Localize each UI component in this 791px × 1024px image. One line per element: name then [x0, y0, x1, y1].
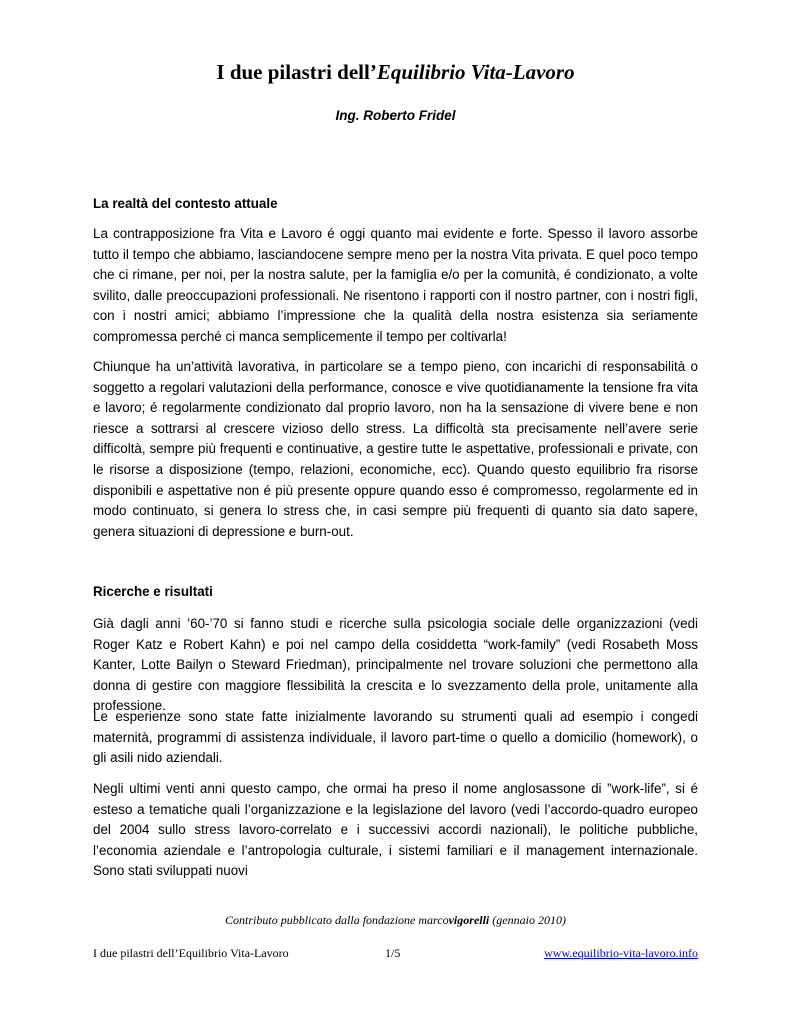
title-prefix: I due pilastri dell’	[216, 60, 377, 84]
paragraph: Chiunque ha un’attività lavorativa, in particolare se a tempo pieno, con incarichi di responsabilità o soggetto a regolari valutazioni della performance, conosce e vive quotidianamente la tensione fra vita e lavoro; é regolarmente condizionato dal proprio lavoro, non ha la sensazione di vivere bene e non riesce a sottrarsi al crescere vizioso dello stress. La difficoltà sta precisamente nell’avere serie difficoltà, sempre più frequenti e continuative, a gestire tutte le aspettative, professionali e private, con le risorse a disposizione (tempo, relazioni, economiche, ecc). Quando questo equilibrio fra risorse disponibili e aspettative non é più presente oppure quando esso é compromesso, regolarmente ed in modo continuato, si genera lo stress che, in casi sempre più frequenti di quanto sia dato sapere, genera situazioni di depressione e burn-out.	[93, 359, 698, 539]
section-2-paragraph-1	[93, 614, 698, 717]
section-heading: La realtà del contesto attuale	[93, 196, 278, 211]
section-heading: Ricerche e risultati	[93, 584, 213, 599]
author-name: Ing. Roberto Fridel	[335, 108, 456, 123]
note-prefix: Contributo pubblicato dalla fondazione marco	[225, 913, 449, 927]
section-1-paragraph-2	[93, 357, 698, 542]
note-suffix: (gennaio 2010)	[489, 913, 566, 927]
paragraph: La contrapposizione fra Vita e Lavoro é oggi quanto mai evidente e forte. Spesso il lavoro assorbe tutto il tempo che abbiamo, lasciandocene sempre meno per la nostra Vita privata. E quel poco tempo che ci rimane, per noi, per la nostra salute, per la famiglia e/o per la comunità, é condizionato, a volte svilito, dalle preoccupazioni professionali. Ne risentono i rapporti con il nostro partner, con i nostri figli, con i nostri amici; abbiamo l’impressione che la qualità della nostra esistenza sia seriamente compromessa perché ci manca semplicemente il tempo per coltivarla!	[93, 226, 698, 344]
footer-title: I due pilastri dell’Equilibrio Vita-Lavoro	[93, 946, 289, 960]
page-number: 1/5	[385, 946, 401, 960]
section-1-paragraph-1	[93, 224, 698, 348]
paragraph: Negli ultimi venti anni questo campo, che ormai ha preso il nome anglosassone di ”work-life”, si é esteso a tematiche quali l’organizzazione e la legislazione del lavoro (vedi l’accordo-quadro europeo del 2004 sullo stress lavoro-correlato e i successivi accordi nazionali), le politiche pubbliche, l’economia aziendale e l’antropologia culturale, i sistemi familiari e il management internazionale. Sono stati sviluppati nuovi	[93, 781, 698, 879]
note-brand: vigorelli	[448, 913, 490, 927]
section-2	[93, 582, 698, 603]
paragraph: Le esperienze sono state fatte inizialmente lavorando su strumenti quali ad esempio i congedi maternità, programmi di assistenza individuale, il lavoro part-time o quello a domicilio (homework), o gli asili nido aziendali.	[93, 709, 698, 766]
section-1	[93, 194, 698, 215]
website-link[interactable]: www.equilibrio-vita-lavoro.info	[544, 946, 698, 960]
publication-note	[0, 913, 791, 928]
section-2-paragraph-3	[93, 779, 698, 882]
page-footer	[93, 946, 698, 962]
document-title	[0, 60, 791, 85]
section-2-paragraph-2	[93, 707, 698, 769]
title-italic: Equilibrio Vita-Lavoro	[376, 60, 575, 84]
paragraph: Già dagli anni ’60-’70 si fanno studi e ricerche sulla psicologia sociale delle organizzazioni (vedi Roger Katz e Robert Kahn) e poi nel campo della cosiddetta “work-family” (vedi Rosabeth Moss Kanter, Lotte Bailyn o Steward Friedman), principalmente nel trovare soluzioni che permettono alla donna di gestire con maggiore flessibilità la crescita e lo svezzamento della prole, unitamente alla professione.	[93, 616, 698, 714]
